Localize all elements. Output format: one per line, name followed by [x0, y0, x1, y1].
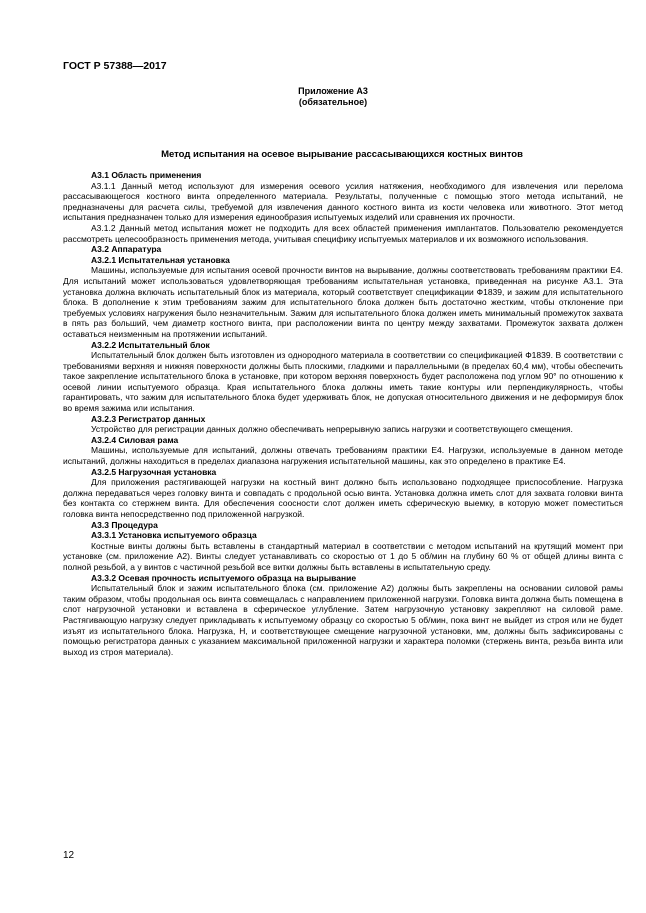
appendix-heading [0, 86, 646, 108]
subsection-heading: А3.2.1 Испытательная установка [91, 254, 230, 265]
subsection-heading: А3.2 Аппаратура [91, 244, 162, 255]
appendix-label: Приложение А3 [298, 86, 368, 96]
document-id: ГОСТ Р 57388—2017 [63, 60, 167, 72]
subsection-heading: А3.3.2 Осевая прочность испытуемого образца на вырывание [91, 572, 357, 583]
subsection-heading: А3.2.3 Регистратор данных [91, 413, 206, 424]
subsection-heading: А3.2.4 Силовая рама [91, 434, 179, 445]
paragraph: Испытательный блок должен быть изготовлен из однородного материала в соответствии со спецификацией Ф1839. В соответствии с требованиями верхняя и нижняя поверхности должны быть плоскими, гладкими и параллельными (в пределах 60,4 мм), чтобы обеспечить такое закрепление испытательного блока в установке, при котором верхняя поверхность будет расположена под углом 90° по отношению к осевой линии испытуемого образца. Края испытательного блока должны иметь такие контуры или перпендикулярность, чтобы гарантировать, что зажим для испытательного блока будет удерживать блок, не допуская относительного движения и не деформируя блок во время зажима или испытания. [63, 350, 623, 414]
paragraph: Машины, используемые для испытаний, должны отвечать требованиям практики Е4. Нагрузки, используемые в данном методе испытаний, должны находиться в пределах диапазона нагружения испытательной машины, как это определено в практике Е4. [63, 445, 623, 467]
subsection-heading: А3.3 Процедура [91, 519, 158, 530]
subsection-heading: А3.2.5 Нагрузочная установка [91, 466, 217, 477]
subsection-heading: А3.1 Область применения [91, 170, 202, 180]
appendix-status: (обязательное) [298, 97, 368, 107]
subsection-heading: А3.2.2 Испытательный блок [91, 339, 210, 350]
paragraph: А3.1.2 Данный метод испытания может не подходить для всех областей применения имплантатов. Пользователю рекомендуется рассмотреть целесообразность применения метода, учитывая специфику испытуемых материалов и их возможного использования. [63, 222, 623, 244]
paragraph: Для приложения растягивающей нагрузки на костный винт должно быть использовано подходящее приспособление. Нагрузка должна передаваться через головку винта и совпадать с продольной осью винта. Установка должна иметь слот для захвата головки винта без контакта со стержнем винта. Для обеспечения соосности слот должен иметь сферическую выемку, в которую может поместиться головка винта непосредственно под приложенной нагрузкой. [63, 477, 623, 519]
paragraph: Испытательный блок и зажим испытательного блока (см. приложение А2) должны быть закреплены на основании силовой рамы таким образом, чтобы продольная ось винта совмещалась с направлением приложенной нагрузки. Головка винта должна быть помещена в слот нагрузочной установки и вставлена в сферическое углубление. Затем нагрузочную установку закрепляют на силовой раме. Растягивающую нагрузку следует прикладывать к испытуемому образцу со скоростью 5 об/мин, пока винт не выйдет из строя или не будет изъят из испытательного блока. Нагрузка, Н, и соответствующее смещение нагрузочной установки, мм, должны быть зафиксированы с помощью регистратора данных с указанием максимальной приложенной нагрузки и характера поломки (стержень винта, резьба винта или выход из строя материала). [63, 583, 623, 657]
body-text [63, 170, 623, 657]
paragraph: А3.1.1 Данный метод используют для измерения осевого усилия натяжения, необходимого для извлечения или перелома рассасывающегося костного винта определенного материала. Результаты, полученные с помощью этого метода испытаний, не предназначены для расчета силы, требуемой для извлечения данного костного винта из кости человека или животного. Этот метод испытания предназначен только для измерения единообразия испытуемых изделий или сравнения их прочности. [63, 180, 623, 223]
paragraph: Костные винты должны быть вставлены в стандартный материал в соответствии с методом испытаний на крутящий момент при установке (см. приложение А2). Винты следует устанавливать со скоростью от 1 до 5 об/мин на глубину 60 % от общей длины винта с полной резьбой, а у винтов с частичной резьбой все витки должны быть вставлены в испытательную среду. [63, 540, 623, 572]
page-number: 12 [63, 850, 75, 861]
section-title: Метод испытания на осевое вырывание рассасывающихся костных винтов [161, 149, 523, 160]
subsection-heading: А3.3.1 Установка испытуемого образца [91, 530, 257, 541]
paragraph: Устройство для регистрации данных должно обеспечивать непрерывную запись нагрузки и соответствующего смещения. [91, 424, 573, 435]
paragraph: Машины, используемые для испытания осевой прочности винтов на вырывание, должны соответствовать требованиям практики Е4. Для испытаний может использоваться удовлетворяющая требованиям испытательная установка, приведенная на рисунке А3.1. Эта установка должна включать испытательный блок из материала, который соответствует спецификации Ф1839, и зажим для испытательного блока. В дополнение к этим требованиям зажим для испытательного блока должен быть достаточно жестким, чтобы отклонение при требуемых условиях нагружения было незначительным. Зажим для испытательного блока должен иметь минимальный промежуток захвата в пять раз больший, чем диаметр костного винта, при расположении винта по центру между захватами. Промежуток захвата должен оставаться неизменным на протяжении испытаний. [63, 265, 623, 339]
